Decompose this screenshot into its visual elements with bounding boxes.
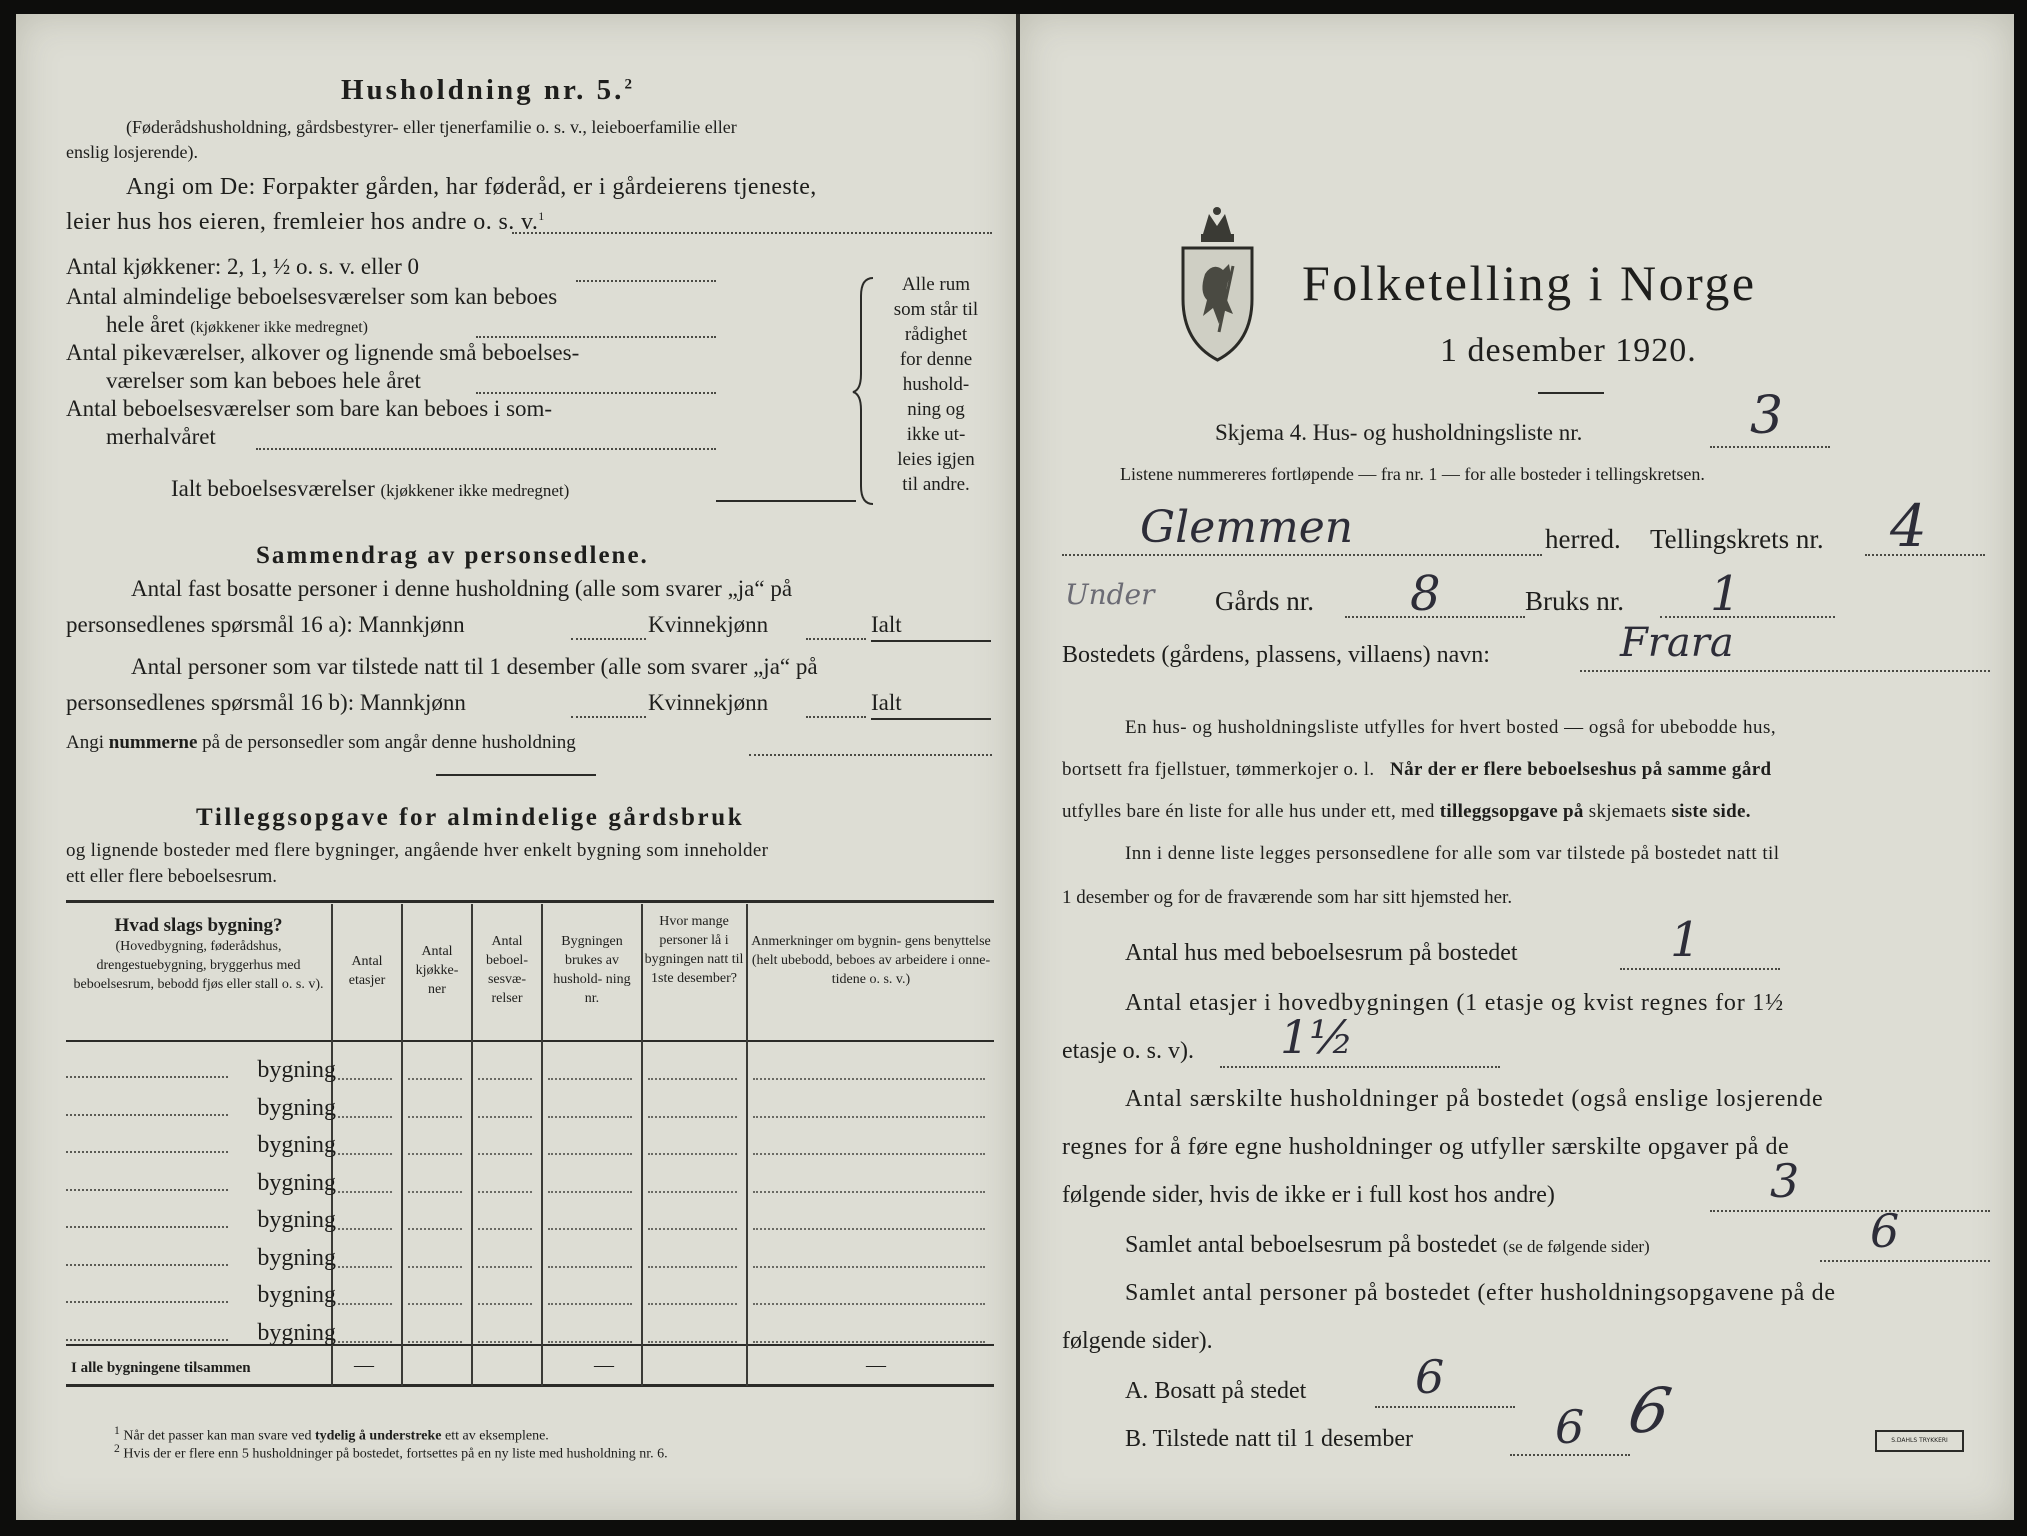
total-dash: —	[866, 1354, 886, 1376]
table-cell[interactable]	[478, 1153, 532, 1155]
bruks-value: 1	[1710, 566, 1741, 622]
table-cell[interactable]	[338, 1303, 392, 1305]
total-dash: —	[354, 1354, 374, 1376]
table-col-divider	[641, 904, 643, 1386]
nummerne-line[interactable]	[749, 754, 992, 756]
mann-16b-line[interactable]	[571, 716, 646, 718]
table-row[interactable]	[66, 1163, 336, 1199]
table-row[interactable]	[66, 1313, 336, 1349]
brace-note-line: til andre.	[902, 474, 970, 495]
rooms-som-line[interactable]	[256, 448, 716, 450]
herred-line[interactable]	[1062, 554, 1542, 556]
table-cell[interactable]	[753, 1153, 985, 1155]
household-title-text: Husholdning nr. 5.	[341, 74, 625, 106]
building-type-line[interactable]	[66, 1189, 228, 1191]
table-col-head-personer: Hvor mange personer lå i bygningen natt til 1ste desember?	[644, 914, 744, 986]
brace-note-line: som står til	[893, 299, 979, 320]
total-dash: —	[594, 1354, 614, 1376]
coat-of-arms-icon	[1175, 204, 1260, 364]
rooms-pike-line[interactable]	[476, 392, 716, 394]
brace-note-line: for denne	[899, 349, 973, 370]
table-row[interactable]	[66, 1125, 336, 1161]
angi-rest: på de personsedler som angår denne husholdning	[202, 732, 576, 753]
table-cell[interactable]	[478, 1303, 532, 1305]
q-sers-1: Antal særskilte husholdninger på bostedet (også enslige losjerende	[1125, 1086, 1824, 1112]
kvinne-16b-line[interactable]	[806, 716, 866, 718]
rooms-kjokkener-line[interactable]	[576, 280, 716, 282]
rooms-som-1: Antal beboelsesværelser som bare kan beboes i som-	[66, 396, 553, 421]
skjema-line[interactable]	[1710, 446, 1830, 448]
rooms-ialt-line[interactable]	[716, 500, 856, 502]
table-col-head-anmerkninger: Anmerkninger om bygnin- gens benyttelse (helt ubebodd, beboes av arbeidere i onne- tidene o. s. v.)	[751, 934, 991, 987]
household-title-sup: 2	[624, 76, 635, 93]
table-cell[interactable]	[648, 1341, 737, 1343]
table-total-label: I alle bygningene tilsammen	[71, 1360, 251, 1376]
q-rum-text: Samlet antal beboelsesrum på bostedet	[1125, 1232, 1497, 1258]
sammendrag-line-2c: Ialt	[871, 612, 902, 637]
brace-note-line: leies igjen	[897, 449, 975, 470]
table-header-rule	[66, 1040, 994, 1042]
rooms-pike-2: værelser som kan beboes hele året	[106, 368, 421, 393]
building-row-label: bygning	[257, 1207, 336, 1233]
table-cell[interactable]	[338, 1078, 392, 1080]
table-cell[interactable]	[548, 1116, 632, 1118]
table-cell[interactable]	[478, 1116, 532, 1118]
footnote-2-num: 2	[114, 1442, 120, 1455]
sammendrag-line-2b: Kvinnekjønn	[648, 612, 769, 637]
building-type-line[interactable]	[66, 1301, 228, 1303]
q-etasjer-line[interactable]	[1220, 1066, 1500, 1068]
building-head-sub: (Hovedbygning, føderådshus, drengestuebygning, bryggerhus med beboelsesrum, bebodd fjøs eller stall o. s. v).	[73, 939, 324, 992]
krets-value: 4	[1890, 492, 1927, 560]
rooms-alm-2	[106, 312, 368, 338]
tillegg-line-2: ett eller flere beboelsesrum.	[66, 866, 278, 887]
sammendrag-line-5	[66, 732, 576, 754]
q-etasjer-value: 1½	[1280, 1010, 1354, 1064]
info-line-1: En hus- og husholdningsliste utfylles for hvert bosted — også for ubebodde hus,	[1125, 717, 1777, 738]
census-date: 1 desember 1920.	[1440, 332, 1697, 369]
footnote-1: $^1$ Når det passer kan man svare ved tydelig å understreke ett av eksemplene.	[114, 1424, 549, 1444]
footnote-2	[114, 1442, 668, 1463]
building-row-label: bygning	[257, 1282, 336, 1308]
table-cell[interactable]	[753, 1191, 985, 1193]
q-hus-value: 1	[1670, 912, 1701, 968]
table-cell[interactable]	[548, 1228, 632, 1230]
building-type-line[interactable]	[66, 1076, 228, 1078]
sammendrag-line-4b: Kvinnekjønn	[648, 690, 769, 715]
info-line-2b: Når der er flere beboelseshus på samme gård	[1390, 759, 1772, 780]
table-cell[interactable]	[408, 1116, 462, 1118]
angi-line-2-text: leier hus hos eieren, fremleier hos andre o. s. v.	[66, 209, 539, 235]
table-cell[interactable]	[338, 1341, 392, 1343]
ialt-16a-line[interactable]	[871, 640, 991, 642]
building-type-line[interactable]	[66, 1226, 228, 1228]
table-cell[interactable]	[648, 1191, 737, 1193]
q-pers-1: Samlet antal personer på bostedet (efter husholdningsopgavene på de	[1125, 1280, 1836, 1306]
table-row[interactable]	[66, 1050, 336, 1086]
sammendrag-line-2a: personsedlenes spørsmål 16 a): Mannkjønn	[66, 612, 465, 637]
building-type-line[interactable]	[66, 1114, 228, 1116]
right-page	[1020, 14, 2014, 1520]
table-col-divider	[541, 904, 543, 1386]
krets-label: Tellingskrets nr.	[1650, 524, 1824, 554]
household-subtitle-2: enslig losjerende).	[66, 142, 198, 162]
info-line-2	[1062, 759, 1772, 781]
skjema-value: 3	[1750, 386, 1784, 446]
left-page	[16, 14, 1016, 1520]
q-b-label: B. Tilstede natt til 1 desember	[1125, 1426, 1413, 1452]
rooms-som-2: merhalvåret	[106, 424, 216, 449]
tillegg-line-1: og lignende bosteder med flere bygninger, angående hver enkelt bygning som inneholder	[66, 840, 769, 861]
table-col-divider	[471, 904, 473, 1386]
kvinne-16a-line[interactable]	[806, 638, 866, 640]
table-cell[interactable]	[753, 1116, 985, 1118]
angi-word: Angi	[66, 732, 104, 753]
table-cell[interactable]	[753, 1303, 985, 1305]
table-cell[interactable]	[648, 1116, 737, 1118]
gards-label: Gårds nr.	[1215, 586, 1314, 616]
sammendrag-line-4c: Ialt	[871, 690, 902, 715]
angi-line-2	[66, 209, 545, 236]
q-rum-label	[1125, 1232, 1650, 1259]
brace-note-line: ikke ut-	[906, 424, 966, 445]
gards-prefix: Under	[1065, 578, 1155, 611]
table-col-head-beboelse: Antal beboel- sesvæ- relser	[486, 934, 528, 1006]
table-cell[interactable]	[408, 1228, 462, 1230]
info-line-3	[1062, 801, 1751, 823]
rooms-alm-line[interactable]	[476, 336, 716, 338]
q-hus-line[interactable]	[1620, 968, 1780, 970]
footnote-bold: tydelig å understreke	[314, 1428, 442, 1444]
table-cell[interactable]	[408, 1078, 462, 1080]
building-row-label: bygning	[257, 1132, 336, 1158]
table-cell[interactable]	[753, 1266, 985, 1268]
table-cell[interactable]	[478, 1341, 532, 1343]
sammendrag-line-1: Antal fast bosatte personer i denne husholdning (alle som svarer „ja“ på	[131, 576, 793, 601]
table-cell[interactable]	[408, 1266, 462, 1268]
table-cell[interactable]	[478, 1228, 532, 1230]
q-pers-2: følgende sider).	[1062, 1328, 1213, 1354]
rooms-ialt-text: Ialt beboelsesværelser	[171, 476, 375, 501]
table-cell[interactable]	[648, 1228, 737, 1230]
main-title: Folketelling i Norge	[1302, 255, 1757, 311]
table-cell[interactable]	[478, 1191, 532, 1193]
table-col-head-building	[71, 916, 326, 994]
table-row[interactable]	[66, 1088, 336, 1124]
table-cell[interactable]	[338, 1116, 392, 1118]
q-etasjer-1: Antal etasjer i hovedbygningen (1 etasje og kvist regnes for 1½	[1125, 990, 1784, 1016]
table-cell[interactable]	[548, 1153, 632, 1155]
printer-stamp: S.DAHLS TRYKKERI	[1875, 1430, 1964, 1452]
info-line-3d: siste side.	[1671, 801, 1751, 822]
sammendrag-line-3: Antal personer som var tilstede natt til 1 desember (alle som svarer „ja“ på	[131, 654, 818, 679]
listene-note: Listene nummereres fortløpende — fra nr. 1 — for alle bosteder i tellingskretsen.	[1120, 464, 1705, 484]
table-cell[interactable]	[648, 1303, 737, 1305]
brace-note-line: Alle rum	[901, 274, 971, 295]
q-sers-2: regnes for å føre egne husholdninger og utfyller særskilte opgaver på de	[1062, 1134, 1790, 1160]
table-col-divider	[746, 904, 748, 1386]
q-a-value: 6	[1415, 1350, 1445, 1404]
q-sers-3: følgende sider, hvis de ikke er i full kost hos andre)	[1062, 1182, 1555, 1208]
ialt-16b-line[interactable]	[871, 718, 991, 720]
info-line-5: 1 desember og for de fraværende som har sitt hjemsted her.	[1062, 887, 1513, 908]
rooms-alm-1: Antal almindelige beboelsesværelser som kan beboes	[66, 284, 558, 309]
q-b-value-2: 6	[1622, 1374, 1678, 1447]
table-cell[interactable]	[648, 1078, 737, 1080]
q-etasjer-2: etasje o. s. v).	[1062, 1038, 1194, 1064]
table-cell[interactable]	[548, 1191, 632, 1193]
table-row[interactable]	[66, 1200, 336, 1236]
sammendrag-line-4a: personsedlenes spørsmål 16 b): Mannkjønn	[66, 690, 466, 715]
table-cell[interactable]	[338, 1153, 392, 1155]
table-cell[interactable]	[338, 1266, 392, 1268]
angi-answer-line[interactable]	[512, 232, 992, 234]
info-line-3c: skjemaets	[1588, 801, 1667, 822]
skjema-label: Skjema 4. Hus- og husholdningsliste nr.	[1215, 420, 1583, 445]
table-cell[interactable]	[478, 1266, 532, 1268]
table-cell[interactable]	[648, 1153, 737, 1155]
q-hus-label: Antal hus med beboelsesrum på bostedet	[1125, 940, 1518, 966]
building-row-label: bygning	[257, 1169, 336, 1196]
sammendrag-heading: Sammendrag av personsedlene.	[256, 542, 649, 569]
rooms-pike-1: Antal pikeværelser, alkover og lignende små beboelses-	[66, 340, 580, 365]
rooms-ialt	[171, 476, 569, 502]
table-cell[interactable]	[408, 1191, 462, 1193]
q-a-label: A. Bosatt på stedet	[1125, 1378, 1307, 1404]
table-row[interactable]	[66, 1238, 336, 1274]
table-cell[interactable]	[648, 1266, 737, 1268]
table-cell[interactable]	[408, 1303, 462, 1305]
footnote-1-num: 1	[114, 1424, 120, 1437]
brace-note-line: rådighet	[904, 324, 968, 345]
table-col-head-kjokkener: Antal kjøkke- ner	[415, 944, 459, 997]
q-sers-value: 3	[1770, 1154, 1800, 1208]
q-b-value: 6	[1555, 1400, 1585, 1454]
brace-note-line: ning og	[907, 399, 965, 420]
tillegg-heading: Tilleggsopgave for almindelige gårdsbruk	[196, 804, 745, 831]
table-cell[interactable]	[548, 1266, 632, 1268]
table-cell[interactable]	[338, 1191, 392, 1193]
building-row-label: bygning	[257, 1319, 336, 1346]
table-col-divider	[401, 904, 403, 1386]
table-bottom-rule	[66, 1384, 994, 1387]
table-cell[interactable]	[548, 1341, 632, 1343]
building-row-label: bygning	[257, 1057, 336, 1083]
table-top-rule	[66, 900, 994, 903]
rooms-alm-2-text: hele året	[106, 312, 185, 337]
table-cell[interactable]	[753, 1341, 985, 1343]
angi-line-1: Angi om De: Forpakter gården, har føderåd, er i gårdeierens tjeneste,	[126, 174, 817, 200]
brace-note-line: hushold-	[902, 374, 970, 395]
bruks-line[interactable]	[1660, 616, 1835, 618]
angi-sup: 1	[538, 209, 545, 223]
info-line-2a: bortsett fra fjellstuer, tømmerkojer o. l.	[1062, 759, 1375, 780]
table-cell[interactable]	[548, 1303, 632, 1305]
q-sers-line[interactable]	[1710, 1210, 1990, 1212]
table-row[interactable]	[66, 1275, 336, 1311]
info-line-3a: utfylles bare én liste for alle hus under ett, med	[1062, 801, 1435, 822]
building-head-main: Hvad slags bygning?	[114, 915, 283, 936]
q-rum-small: (se de følgende sider)	[1502, 1237, 1650, 1256]
table-cell[interactable]	[338, 1228, 392, 1230]
household-title	[341, 74, 635, 107]
q-rum-value: 6	[1870, 1204, 1900, 1258]
rooms-ialt-small: (kjøkkener ikke medregnet)	[380, 481, 570, 500]
building-type-line[interactable]	[66, 1339, 228, 1341]
household-subtitle: (Føderådshusholdning, gårdsbestyrer- eller tjenerfamilie o. s. v., leieboerfamilie eller	[126, 117, 737, 137]
table-cell[interactable]	[753, 1078, 985, 1080]
rooms-kjokkener: Antal kjøkkener: 2, 1, ½ o. s. v. eller 0	[66, 254, 420, 279]
bosted-label: Bostedets (gårdens, plassens, villaens) navn:	[1062, 642, 1490, 668]
mann-16a-line[interactable]	[571, 638, 646, 640]
brace-note	[876, 272, 996, 497]
table-cell[interactable]	[548, 1078, 632, 1080]
table-col-head-etasjer: Antal etasjer	[348, 954, 386, 988]
herred-value: Glemmen	[1140, 502, 1354, 553]
info-line-3b: tilleggsopgave på	[1439, 801, 1584, 822]
table-col-head-hushold: Bygningen brukes av hushold- ning nr.	[553, 934, 631, 1006]
footnote-2-text: Hvis der er flere enn 5 husholdninger på bostedet, fortsettes på en ny liste med husholdning nr. 6.	[123, 1446, 668, 1462]
rooms-alm-2-small: (kjøkkener ikke medregnet)	[190, 319, 368, 336]
table-cell[interactable]	[753, 1228, 985, 1230]
section-divider	[436, 774, 596, 776]
building-row-label: bygning	[257, 1244, 336, 1271]
q-a-line[interactable]	[1375, 1406, 1515, 1408]
title-divider	[1538, 392, 1604, 394]
herred-label: herred.	[1545, 524, 1621, 554]
building-row-label: bygning	[257, 1094, 336, 1121]
table-cell[interactable]	[408, 1341, 462, 1343]
table-cell[interactable]	[478, 1078, 532, 1080]
bosted-line[interactable]	[1580, 670, 1990, 672]
table-cell[interactable]	[408, 1153, 462, 1155]
info-line-4: Inn i denne liste legges personsedlene for alle som var tilstede på bostedet natt til	[1125, 843, 1780, 864]
building-type-line[interactable]	[66, 1264, 228, 1266]
gards-value: 8	[1410, 566, 1441, 622]
q-rum-line[interactable]	[1820, 1260, 1990, 1262]
q-b-line[interactable]	[1510, 1454, 1630, 1456]
bruks-label: Bruks nr.	[1525, 586, 1625, 616]
nummerne-word: nummerne	[108, 732, 198, 753]
bosted-value: Frara	[1620, 620, 1734, 666]
building-type-line[interactable]	[66, 1151, 228, 1153]
